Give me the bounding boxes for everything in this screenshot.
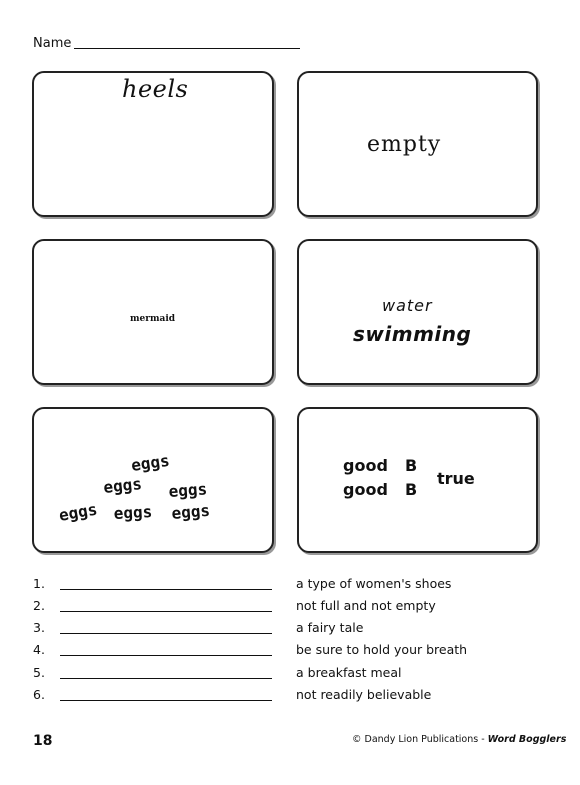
copyright-text: © Dandy Lion Publications xyxy=(352,734,479,745)
page-number: 18 xyxy=(33,733,53,749)
puzzle-card-2 xyxy=(297,71,538,217)
puzzle-card-4 xyxy=(297,239,538,385)
puzzle-6-side-word: true xyxy=(437,469,475,488)
answer-clue: be sure to hold your breath xyxy=(296,642,468,657)
eggs-word-6: eggs xyxy=(170,500,211,523)
puzzle-card-1 xyxy=(32,71,274,217)
copyright-separator: - xyxy=(481,734,485,745)
answer-field-3[interactable] xyxy=(60,633,272,634)
eggs-word-2: eggs xyxy=(102,474,143,497)
answer-field-1[interactable] xyxy=(60,589,272,590)
puzzle-1-word: heels xyxy=(122,75,189,103)
name-label: Name xyxy=(33,36,72,51)
puzzle-6-letter-2: B xyxy=(405,480,418,499)
eggs-word-5: eggs xyxy=(113,502,153,523)
eggs-word-4: eggs xyxy=(57,499,99,525)
book-title: Word Bogglers xyxy=(487,734,567,745)
puzzle-6-good-2: good xyxy=(343,480,388,499)
answer-number: 6. xyxy=(33,687,45,702)
answer-number: 3. xyxy=(33,620,45,635)
answer-number: 4. xyxy=(33,642,45,657)
answer-clue: a type of women's shoes xyxy=(296,576,452,591)
eggs-word-1: eggs xyxy=(129,450,171,475)
puzzle-6-good-1: good xyxy=(343,456,388,475)
eggs-word-3: eggs xyxy=(167,479,208,501)
answer-field-5[interactable] xyxy=(60,678,272,679)
puzzle-3-word: mermaid xyxy=(130,314,176,324)
answer-field-6[interactable] xyxy=(60,700,272,701)
name-field[interactable] xyxy=(74,48,300,49)
puzzle-6-letter-1: B xyxy=(405,456,418,475)
answer-clue: not readily believable xyxy=(296,687,432,702)
puzzle-5-eggs-art xyxy=(34,409,272,551)
puzzle-card-3 xyxy=(32,239,274,385)
answer-clue: not full and not empty xyxy=(296,598,436,613)
answer-field-4[interactable] xyxy=(60,655,272,656)
answer-clue: a breakfast meal xyxy=(296,665,402,680)
puzzle-2-clip xyxy=(367,132,457,157)
puzzle-4-bottom-word: swimming xyxy=(353,322,472,346)
answer-number: 2. xyxy=(33,598,45,613)
copyright-notice xyxy=(352,734,566,745)
puzzle-card-5 xyxy=(32,407,274,553)
answer-number: 5. xyxy=(33,665,45,680)
answer-clue: a fairy tale xyxy=(296,620,364,635)
puzzle-4-top-word: water xyxy=(382,296,433,315)
answer-field-2[interactable] xyxy=(60,611,272,612)
answer-number: 1. xyxy=(33,576,45,591)
puzzle-card-6 xyxy=(297,407,538,553)
puzzle-2-word: empty xyxy=(367,132,442,157)
